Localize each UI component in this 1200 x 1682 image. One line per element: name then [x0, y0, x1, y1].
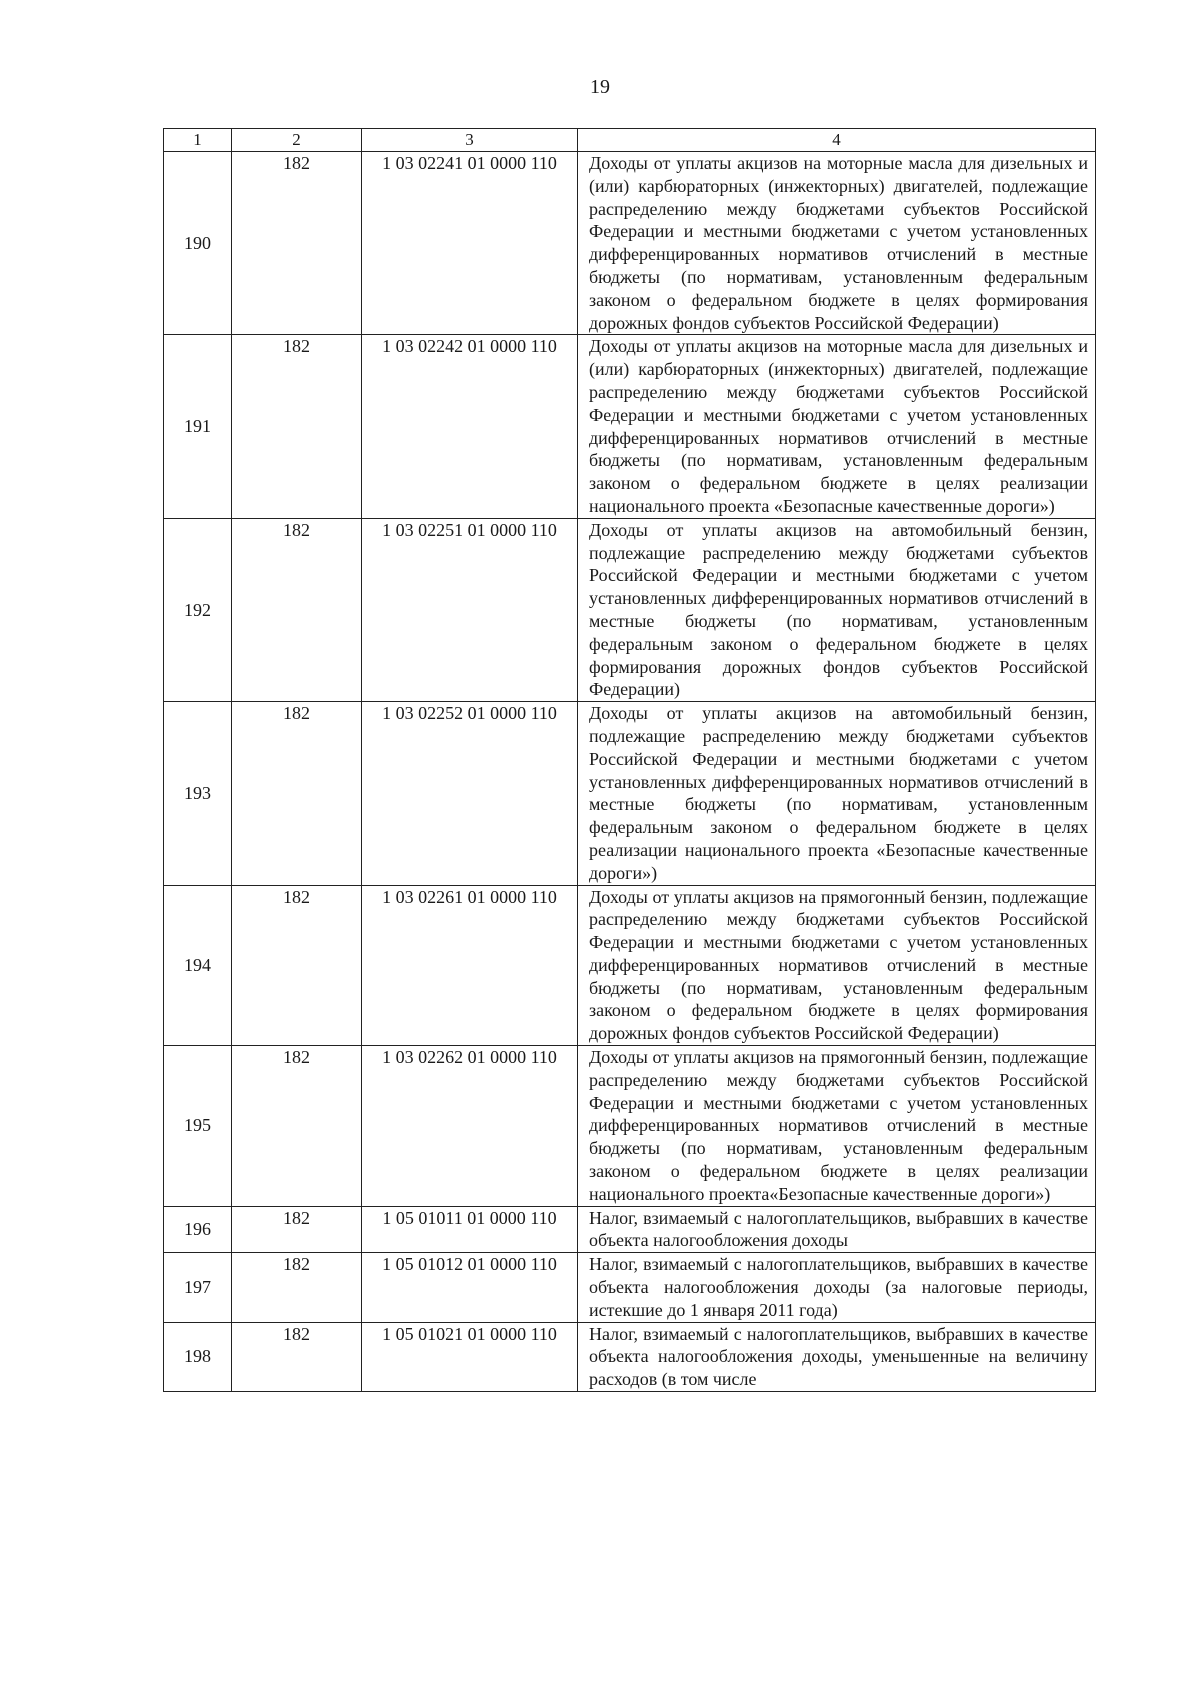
admin-code: 182 [232, 702, 362, 885]
row-number: 195 [164, 1046, 232, 1207]
table-row [164, 702, 1096, 885]
revenue-description [578, 1206, 1096, 1253]
revenue-description [578, 518, 1096, 701]
revenue-description-text: Доходы от уплаты акцизов на моторные масла для дизельных и (или) карбюраторных (инжекторных) двигателей, подлежащие распределению между бюджетами субъектов Российской Федерации и местными бюджетами с учетом установленных дифференцированных нормативов отчислений в местные бюджеты (по нормативам, установленным федеральным законом о федеральном бюджете в целях формирования дорожных фондов субъектов Российской Федерации) [589, 153, 1088, 333]
revenue-description [578, 1253, 1096, 1322]
table-row [164, 518, 1096, 701]
header-col-1: 1 [164, 129, 232, 152]
budget-classification-code: 1 03 02241 01 0000 110 [362, 152, 578, 335]
table-row [164, 885, 1096, 1046]
table-row [164, 1253, 1096, 1322]
budget-classification-code: 1 03 02261 01 0000 110 [362, 885, 578, 1046]
admin-code: 182 [232, 335, 362, 518]
budget-classification-code: 1 05 01021 01 0000 110 [362, 1322, 578, 1391]
admin-code: 182 [232, 1046, 362, 1207]
revenue-description-text: Доходы от уплаты акцизов на прямогонный бензин, подлежащие распределению между бюджетами субъектов Российской Федерации и местными бюджетами с учетом установленных дифференцированных нормативов отчислений в местные бюджеты (по нормативам, установленным федеральным законом о федеральном бюджете в целях реализации национального проекта«Безопасные качественные дороги») [589, 1047, 1088, 1204]
admin-code: 182 [232, 152, 362, 335]
header-col-3: 3 [362, 129, 578, 152]
revenue-description-text: Доходы от уплаты акцизов на моторные масла для дизельных и (или) карбюраторных (инжекторных) двигателей, подлежащие распределению между бюджетами субъектов Российской Федерации и местными бюджетами с учетом установленных дифференцированных нормативов отчислений в местные бюджеты (по нормативам, установленным федеральным законом о федеральном бюджете в целях реализации национального проекта «Безопасные качественные дороги») [589, 336, 1088, 516]
admin-code: 182 [232, 1206, 362, 1253]
revenue-description-text: Налог, взимаемый с налогоплательщиков, выбравших в качестве объекта налогообложения доходы (за налоговые периоды, истекшие до 1 января 2011 года) [589, 1254, 1088, 1320]
revenue-codes-table [163, 128, 1096, 1392]
row-number: 191 [164, 335, 232, 518]
table-row [164, 335, 1096, 518]
revenue-description-text: Налог, взимаемый с налогоплательщиков, выбравших в качестве объекта налогообложения доходы, уменьшенные на величину расходов (в том числе [589, 1323, 1088, 1390]
table-row [164, 1206, 1096, 1253]
row-number: 192 [164, 518, 232, 701]
row-number: 194 [164, 885, 232, 1046]
revenue-description [578, 1322, 1096, 1391]
row-number: 193 [164, 702, 232, 885]
page-number: 19 [590, 76, 610, 98]
revenue-description-text: Доходы от уплаты акцизов на автомобильный бензин, подлежащие распределению между бюджетами субъектов Российской Федерации и местными бюджетами с учетом установленных дифференцированных нормативов отчислений в местные бюджеты (по нормативам, установленным федеральным законом о федеральном бюджете в целях реализации национального проекта «Безопасные качественные дороги») [589, 703, 1088, 883]
table-row [164, 1046, 1096, 1207]
budget-classification-code: 1 05 01012 01 0000 110 [362, 1253, 578, 1322]
row-number: 196 [164, 1206, 232, 1253]
revenue-description [578, 702, 1096, 885]
revenue-description [578, 1046, 1096, 1207]
budget-classification-code: 1 03 02242 01 0000 110 [362, 335, 578, 518]
revenue-description-text: Доходы от уплаты акцизов на прямогонный бензин, подлежащие распределению между бюджетами субъектов Российской Федерации и местными бюджетами с учетом установленных дифференцированных нормативов отчислений в местные бюджеты (по нормативам, установленным федеральным законом о федеральном бюджете в целях формирования дорожных фондов субъектов Российской Федерации) [589, 886, 1088, 1044]
budget-classification-code: 1 03 02252 01 0000 110 [362, 702, 578, 885]
admin-code: 182 [232, 1322, 362, 1391]
admin-code: 182 [232, 885, 362, 1046]
revenue-table-container [163, 128, 1095, 1392]
row-number: 198 [164, 1322, 232, 1391]
header-col-4: 4 [578, 129, 1096, 152]
header-col-2: 2 [232, 129, 362, 152]
table-header-row [164, 129, 1096, 152]
admin-code: 182 [232, 518, 362, 701]
revenue-description-text: Налог, взимаемый с налогоплательщиков, выбравших в качестве объекта налогообложения доходы [589, 1207, 1088, 1251]
row-number: 190 [164, 152, 232, 335]
admin-code: 182 [232, 1253, 362, 1322]
revenue-description-text: Доходы от уплаты акцизов на автомобильный бензин, подлежащие распределению между бюджетами субъектов Российской Федерации и местными бюджетами с учетом установленных дифференцированных нормативов отчислений в местные бюджеты (по нормативам, установленным федеральным законом о федеральном бюджете в целях формирования дорожных фондов субъектов Российской Федерации) [589, 519, 1088, 700]
table-row [164, 152, 1096, 335]
budget-classification-code: 1 03 02262 01 0000 110 [362, 1046, 578, 1207]
revenue-description [578, 335, 1096, 518]
table-row [164, 1322, 1096, 1391]
budget-classification-code: 1 05 01011 01 0000 110 [362, 1206, 578, 1253]
revenue-description [578, 152, 1096, 335]
budget-classification-code: 1 03 02251 01 0000 110 [362, 518, 578, 701]
revenue-description [578, 885, 1096, 1046]
row-number: 197 [164, 1253, 232, 1322]
